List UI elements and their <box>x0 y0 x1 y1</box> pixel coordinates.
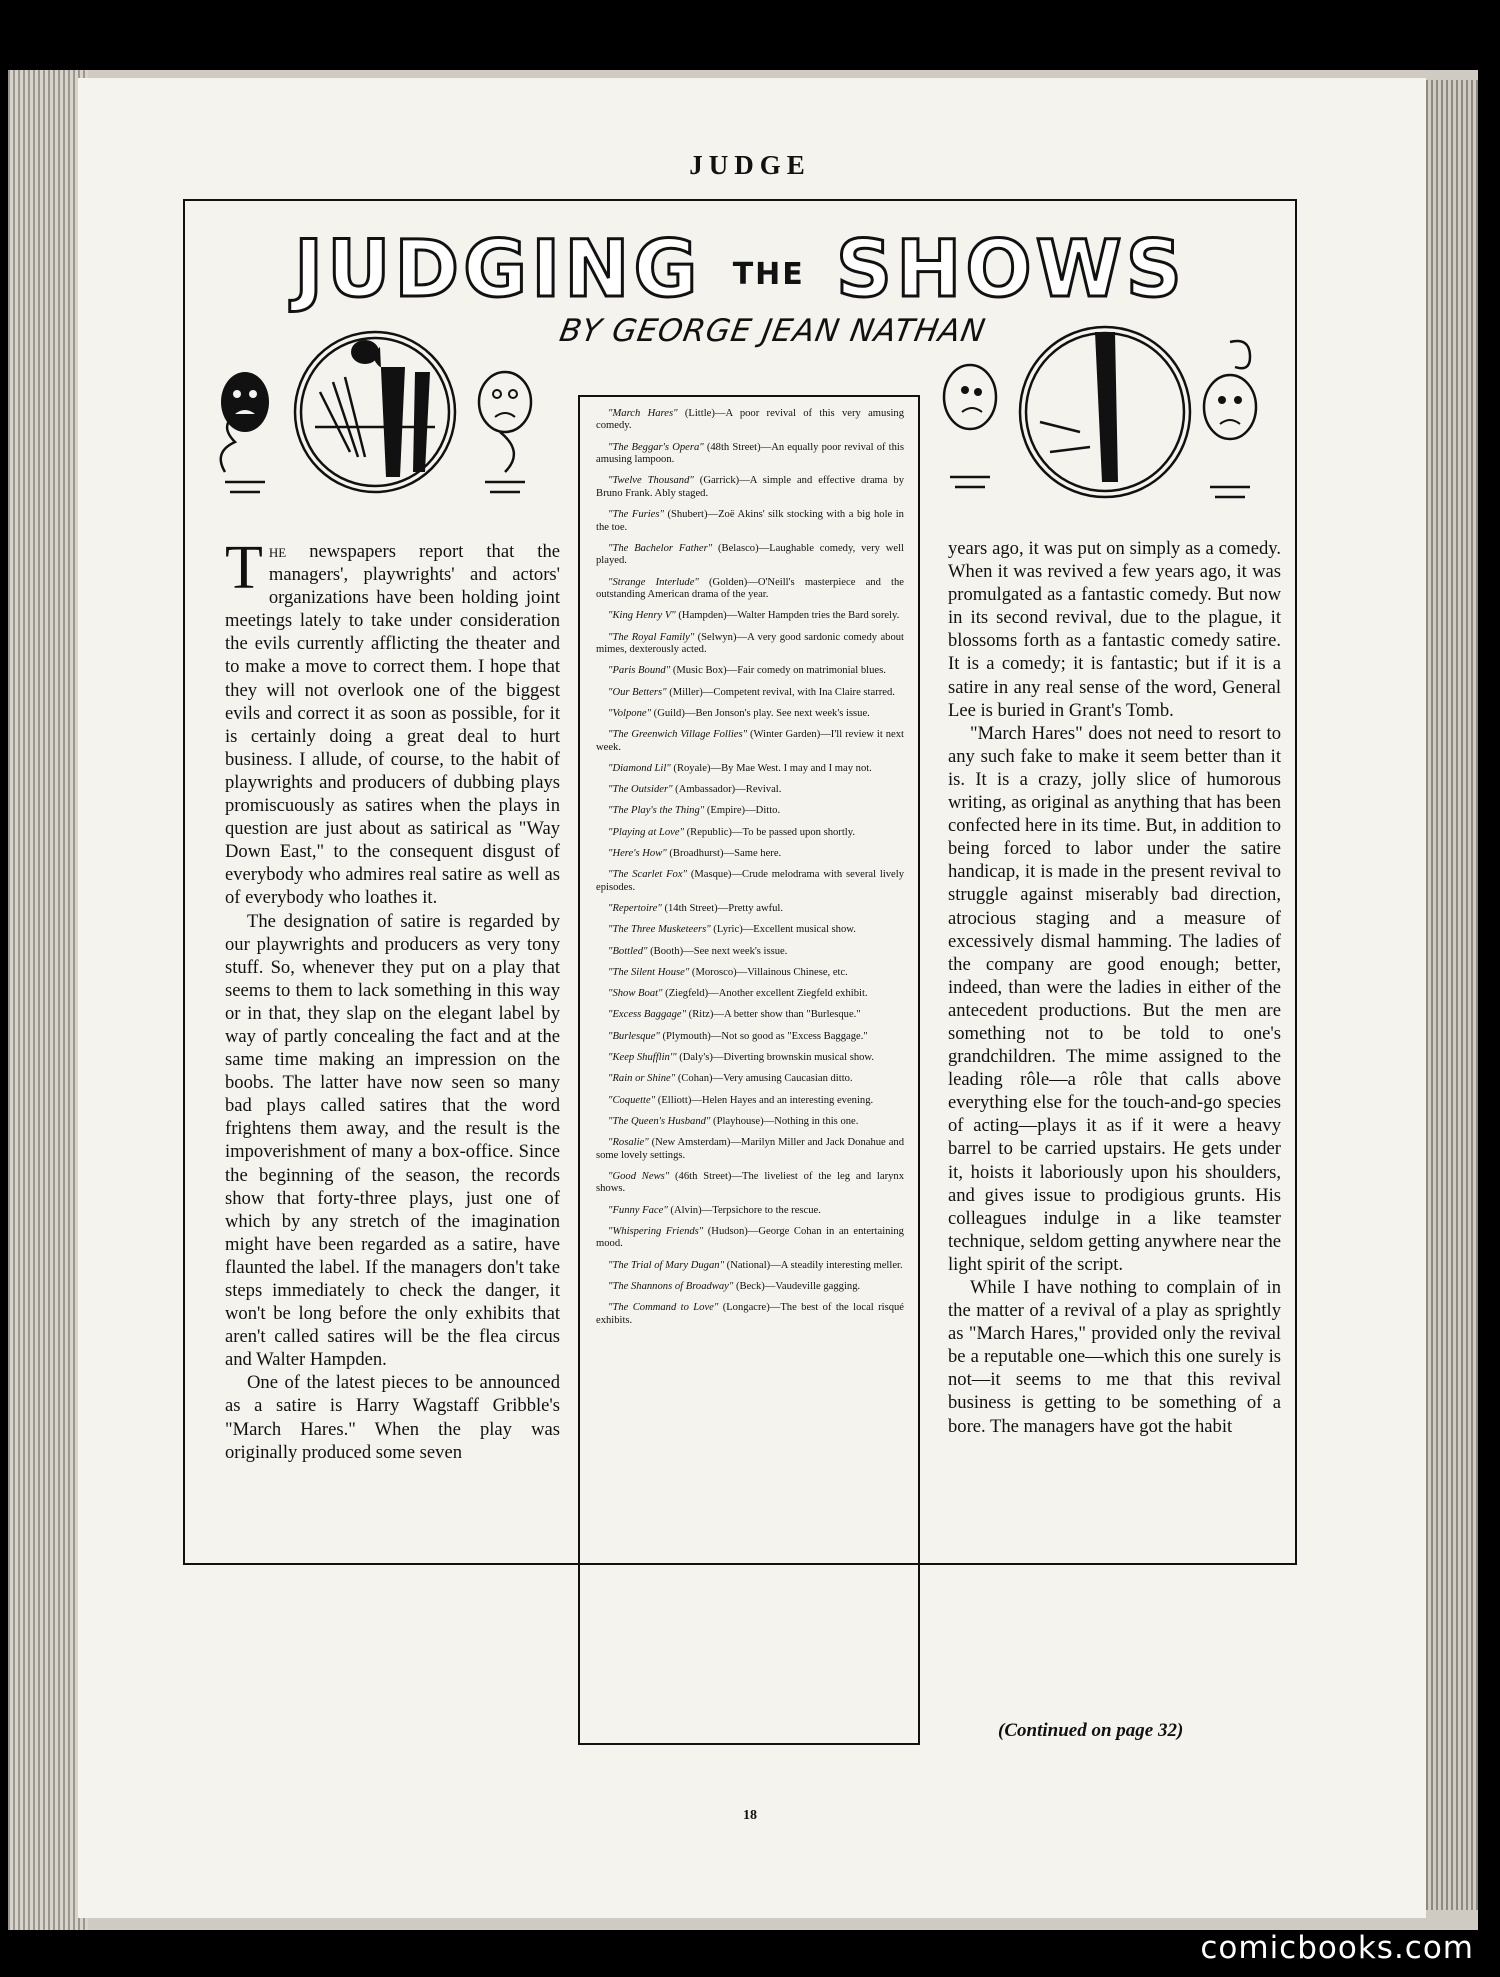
show-title: "Playing at Love" <box>608 826 684 838</box>
lead-in: he <box>268 541 287 562</box>
show-title: "Burlesque" <box>608 1030 660 1042</box>
article-column-1 <box>225 534 560 1464</box>
show-title: "Excess Baggage" <box>608 1009 687 1021</box>
show-title: "Our Betters" <box>608 686 667 698</box>
show-review: (Playhouse)—Nothing in this one. <box>710 1115 859 1127</box>
show-listing-entry <box>596 408 904 433</box>
show-review: (Ziegfeld)—Another excellent Ziegfeld exhibit. <box>662 988 868 1000</box>
show-title: "The Command to Love" <box>608 1302 719 1314</box>
show-review: (Morosco)—Villainous Chinese, etc. <box>689 966 848 978</box>
show-listing-entry <box>596 1137 904 1162</box>
show-review: (Royale)—By Mae West. I may and I may not. <box>670 762 872 774</box>
show-review: (Hudson)—George Cohan in an entertaining mood. <box>596 1225 904 1250</box>
show-title: "Rain or Shine" <box>608 1073 676 1085</box>
title-word-shows: SHOWS <box>835 225 1186 315</box>
show-title: "The Royal Family" <box>608 631 695 643</box>
show-title: "Keep Shufflin'" <box>608 1052 677 1064</box>
show-listing-entry <box>596 1205 904 1217</box>
show-title: "Funny Face" <box>608 1204 668 1216</box>
show-title: "Paris Bound" <box>608 665 671 677</box>
show-review: (National)—A steadily interesting meller. <box>724 1259 903 1271</box>
show-title: "Here's How" <box>608 848 667 859</box>
book-page-edges-right <box>1418 80 1478 1910</box>
show-review: (Little)—A poor revival of this very amusing comedy. <box>596 408 904 432</box>
show-listing-entry <box>596 967 904 979</box>
show-title: "Rosalie" <box>608 1137 649 1149</box>
paragraph: One of the latest pieces to be announced as a satire is Harry Wagstaff Gribble's "March Hares." When the play was originally produced some seven <box>225 1372 560 1463</box>
show-review: (Winter Garden)—I'll review it next week. <box>596 729 905 753</box>
paragraph-text: newspapers report that the managers', playwrights' and actors' organizations have been holding joint meetings lately to take under consideration the evils currently afflicting the theater and to make a move to correct them. I hope that they will not overlook one of the biggest evils and correct it as soon as possible, for it is certainly doing a great deal to hurt business. I allude, of course, to the habit of playwrights and producers of dubbing plays promiscuously as satires when the plays in question are just about as satirical as "Way Down East," to the consequent disgust of everybody who admires real satire as well as of everybody who loathes it. <box>225 541 560 909</box>
show-listing-entry <box>596 946 904 958</box>
show-listing-entry <box>596 869 904 894</box>
show-title: "The Shannons of Broadway" <box>608 1280 734 1292</box>
show-listing-entry <box>596 988 904 1000</box>
show-review: (Lyric)—Excellent musical show. <box>710 924 856 936</box>
paragraph <box>225 534 560 910</box>
show-review: (Plymouth)—Not so good as "Excess Baggage." <box>659 1030 868 1042</box>
show-title: "Diamond Lil" <box>608 762 671 774</box>
show-review: (Garrick)—A simple and effective drama by Bruno Frank. Ably staged. <box>596 475 905 499</box>
show-review: (Ambassador)—Revival. <box>672 784 782 796</box>
show-title: "The Bachelor Father" <box>608 542 713 554</box>
show-listing-entry <box>596 1031 904 1043</box>
show-title: "Coquette" <box>608 1094 656 1106</box>
show-listing-entry <box>596 1009 904 1021</box>
show-review: (Broadhurst)—Same here. <box>666 848 782 859</box>
show-review: (Masque)—Crude melodrama with several lively episodes. <box>596 869 904 893</box>
show-review: (Belasco)—Laughable comedy, very well played. <box>596 542 905 567</box>
article-title <box>200 225 1280 315</box>
show-listing-entry <box>596 442 904 467</box>
show-title: "Repertoire" <box>608 903 662 914</box>
show-listing-entry <box>596 1073 904 1085</box>
show-listing-entry <box>596 577 904 602</box>
show-listing-entry <box>596 1260 904 1272</box>
title-word-the: THE <box>732 257 805 293</box>
show-listing-entry <box>596 543 904 568</box>
drop-cap: T <box>225 534 263 602</box>
show-title: "Volpone" <box>608 707 652 719</box>
show-listing-entry <box>596 632 904 657</box>
show-review: (Elliott)—Helen Hayes and an interesting evening. <box>655 1094 874 1106</box>
show-review: (New Amsterdam)—Marilyn Miller and Jack Donahue and some lovely settings. <box>596 1137 904 1161</box>
show-listing-entry <box>596 1095 904 1107</box>
show-listing-entry <box>596 827 904 839</box>
paragraph: While I have nothing to complain of in the matter of a revival of a play as sprightly as "March Hares," provided only the revival be a reputable one—which this one surely is not—it seems to me that this revival business is getting to be something of a bore. The managers have got the habit <box>948 1277 1281 1437</box>
show-listing-entry <box>596 509 904 534</box>
continued-note: (Continued on page 32) <box>998 1720 1184 1741</box>
show-title: "The Three Musketeers" <box>608 924 711 936</box>
paragraph: The designation of satire is regarded by our playwrights and producers as very tony stuff. So, whenever they put on a play that seems to them to lack something in this way or in that, they slap on the elegant label by way of partly concealing the fact and at the same time making an impression on the boobs. The latter have now seen so many bad plays called satires that the word frightens them away, and the result is the impoverishment of many a box-office. Since the beginning of the season, the records show that forty-three plays, just one of which by any stretch of the imagination might have been regarded as a satire, have flaunted the label. If the managers don't take steps immediately to check the danger, it won't be long before the only exhibits that aren't called satires will be the flea circus and Walter Hampden. <box>225 910 560 1371</box>
show-listing-entry <box>596 475 904 500</box>
show-title: "Strange Interlude" <box>608 576 699 588</box>
show-listing-entry <box>596 665 904 677</box>
show-title: "The Greenwich Village Follies" <box>608 729 748 741</box>
paragraph: "March Hares" does not need to resort to any such fake to make it seem better than it is. It is a crazy, jolly slice of humorous writing, as original as anything that has been confected here in its time. But, in addition to being forced to labor under the satire handicap, it is made in the present revival to struggle against miserably bad direction, atrocious staging and a measure of excessively dismal hamming. The ladies of the company are good enough; better, indeed, than were the ladies in either of the antecedent productions. But the men are something not to be told to one's grandchildren. The mime assigned to the leading rôle—a rôle that calls above everything else for the touch-and-go species of acting—plays it as if it were a heavy barrel to be carried upstairs. He gets under it, hoists it laboriously upon his shoulders, and gives issue to prodigious grunts. His colleagues indulge in a like teamster technique, seldom getting anywhere near the light spirit of the script. <box>948 722 1281 1275</box>
show-listing-entry <box>596 687 904 699</box>
show-title: "Show Boat" <box>608 988 663 1000</box>
paragraph: years ago, it was put on simply as a comedy. When it was revived a few years ago, it was promulgated as a fantastic comedy. But now in its second revival, due to the plague, it blossoms forth as a fantastic comedy satire. It is a comedy; it is fantastic; but if it is a satire in any real sense of the word, General Lee is buried in Grant's Tomb. <box>948 538 1281 721</box>
show-listing-entry <box>596 1302 904 1327</box>
show-listings <box>596 408 904 1336</box>
show-listing-entry <box>596 903 904 915</box>
show-review: (Daly's)—Diverting brownskin musical show. <box>676 1052 875 1064</box>
watermark: comicbooks.com <box>1200 1930 1474 1966</box>
show-review: (Republic)—To be passed upon shortly. <box>683 826 855 838</box>
show-title: "The Silent House" <box>608 966 690 978</box>
article-column-3 <box>948 537 1281 1438</box>
show-review: (Music Box)—Fair comedy on matrimonial blues. <box>670 665 886 677</box>
book-page-edges-left <box>8 70 88 1930</box>
show-listing-entry <box>596 1281 904 1293</box>
show-listing-entry <box>596 805 904 817</box>
show-review: (Booth)—See next week's issue. <box>647 945 788 957</box>
show-review: (Hampden)—Walter Hampden tries the Bard sorely. <box>675 610 900 622</box>
show-title: "Twelve Thousand" <box>608 475 694 487</box>
title-word-judging: JUDGING <box>294 225 702 315</box>
show-listing-entry <box>596 784 904 796</box>
running-head: JUDGE <box>689 150 811 180</box>
show-title: "The Furies" <box>608 509 664 521</box>
show-review: (Longacre)—The best of the local risqué exhibits. <box>596 1302 904 1326</box>
show-review: (Alvin)—Terpsichore to the rescue. <box>667 1204 821 1216</box>
show-title: "The Scarlet Fox" <box>608 869 687 881</box>
show-title: "King Henry V" <box>608 610 676 622</box>
show-listing-entry <box>596 763 904 775</box>
show-listing-entry <box>596 610 904 622</box>
show-review: (14th Street)—Pretty awful. <box>661 903 784 914</box>
show-listing-entry <box>596 1052 904 1064</box>
show-title: "The Queen's Husband" <box>608 1115 711 1127</box>
show-review: (Cohan)—Very amusing Caucasian ditto. <box>675 1073 853 1085</box>
show-review: (Shubert)—Zoë Akins' silk stocking with a big hole in the toe. <box>596 509 904 533</box>
page-number: 18 <box>743 1808 757 1823</box>
show-title: "The Trial of Mary Dugan" <box>608 1259 725 1271</box>
show-listing-entry <box>596 1226 904 1251</box>
show-title: "Bottled" <box>608 945 648 957</box>
show-review: (48th Street)—An equally poor revival of this amusing lampoon. <box>596 441 904 466</box>
right-dancers-illustration <box>930 312 1275 512</box>
show-listing-entry <box>596 848 904 860</box>
byline: BY GEORGE JEAN NATHAN <box>556 313 989 349</box>
show-title: "March Hares" <box>608 408 678 419</box>
show-review: (Empire)—Ditto. <box>704 805 781 817</box>
show-title: "The Play's the Thing" <box>608 805 705 817</box>
show-listing-entry <box>596 924 904 936</box>
show-listing-entry <box>596 729 904 754</box>
show-review: (Golden)—O'Neill's masterpiece and the outstanding American drama of the year. <box>596 576 904 600</box>
show-review: (Ritz)—A better show than "Burlesque." <box>686 1009 861 1021</box>
show-review: (Selwyn)—A very good sardonic comedy about mimes, dexterously acted. <box>596 631 904 655</box>
show-listing-entry <box>596 1171 904 1196</box>
show-review: (Beck)—Vaudeville gagging. <box>733 1280 861 1292</box>
show-title: "Good News" <box>608 1170 670 1182</box>
show-review: (Guild)—Ben Jonson's play. See next week's issue. <box>651 707 870 719</box>
left-dancers-illustration <box>205 322 550 502</box>
show-title: "The Outsider" <box>608 784 673 796</box>
show-review: (Miller)—Competent revival, with Ina Claire starred. <box>666 686 895 698</box>
show-listing-entry <box>596 1116 904 1128</box>
show-listing-entry <box>596 708 904 720</box>
show-title: "The Beggar's Opera" <box>608 441 704 453</box>
show-title: "Whispering Friends" <box>608 1225 704 1237</box>
show-review: (46th Street)—The liveliest of the leg and larynx shows. <box>596 1170 904 1195</box>
